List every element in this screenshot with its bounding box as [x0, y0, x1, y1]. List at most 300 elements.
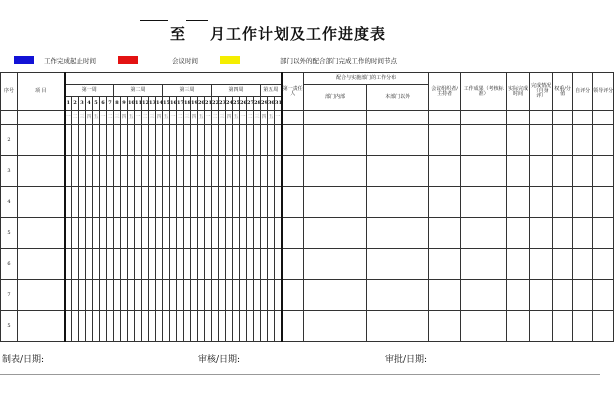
day-cell[interactable] [261, 156, 268, 187]
day-cell[interactable] [191, 311, 198, 342]
day-cell[interactable] [86, 156, 93, 187]
day-cell[interactable] [275, 187, 282, 218]
day-cell[interactable] [79, 280, 86, 311]
day-cell[interactable] [156, 311, 163, 342]
leader-score-cell[interactable] [593, 218, 614, 249]
day-cell[interactable] [163, 218, 170, 249]
day-cell[interactable] [219, 187, 226, 218]
day-cell[interactable] [156, 187, 163, 218]
day-cell[interactable] [226, 280, 233, 311]
day-cell[interactable] [135, 187, 142, 218]
day-cell[interactable] [177, 156, 184, 187]
day-cell[interactable] [100, 156, 107, 187]
day-cell[interactable] [86, 218, 93, 249]
day-cell[interactable] [240, 156, 247, 187]
day-cell[interactable] [247, 187, 254, 218]
day-cell[interactable] [170, 218, 177, 249]
task-item-cell[interactable] [18, 280, 65, 311]
day-cell[interactable] [135, 280, 142, 311]
day-cell[interactable] [240, 187, 247, 218]
dept-external-cell[interactable] [367, 249, 429, 280]
leader-score-cell[interactable] [593, 280, 614, 311]
day-cell[interactable] [65, 156, 72, 187]
day-cell[interactable] [86, 280, 93, 311]
task-item-cell[interactable] [18, 311, 65, 342]
day-cell[interactable] [212, 311, 219, 342]
dept-internal-cell[interactable] [304, 280, 367, 311]
day-cell[interactable] [72, 218, 79, 249]
day-cell[interactable] [219, 218, 226, 249]
day-cell[interactable] [163, 187, 170, 218]
day-cell[interactable] [184, 156, 191, 187]
day-cell[interactable] [107, 311, 114, 342]
dept-internal-cell[interactable] [304, 125, 367, 156]
day-cell[interactable] [184, 218, 191, 249]
actual-time-cell[interactable] [507, 280, 530, 311]
self-score-cell[interactable] [573, 125, 593, 156]
day-cell[interactable] [184, 249, 191, 280]
day-cell[interactable] [268, 249, 275, 280]
day-cell[interactable] [135, 156, 142, 187]
day-cell[interactable] [198, 280, 205, 311]
day-cell[interactable] [226, 156, 233, 187]
day-cell[interactable] [205, 280, 212, 311]
completion-cell[interactable] [530, 218, 553, 249]
first-responsible-cell[interactable] [282, 125, 304, 156]
day-cell[interactable] [100, 187, 107, 218]
dept-internal-cell[interactable] [304, 249, 367, 280]
day-cell[interactable] [114, 156, 121, 187]
day-cell[interactable] [114, 311, 121, 342]
day-cell[interactable] [247, 280, 254, 311]
task-item-cell[interactable] [18, 218, 65, 249]
dept-internal-cell[interactable] [304, 156, 367, 187]
day-cell[interactable] [275, 249, 282, 280]
weight-cell[interactable] [553, 311, 573, 342]
day-cell[interactable] [93, 156, 100, 187]
day-cell[interactable] [275, 218, 282, 249]
day-cell[interactable] [212, 156, 219, 187]
day-cell[interactable] [233, 218, 240, 249]
weight-cell[interactable] [553, 187, 573, 218]
result-cell[interactable] [461, 280, 507, 311]
dept-external-cell[interactable] [367, 311, 429, 342]
day-cell[interactable] [191, 156, 198, 187]
actual-time-cell[interactable] [507, 311, 530, 342]
day-cell[interactable] [198, 125, 205, 156]
organizer-cell[interactable] [429, 218, 461, 249]
day-cell[interactable] [86, 249, 93, 280]
result-cell[interactable] [461, 311, 507, 342]
day-cell[interactable] [191, 125, 198, 156]
day-cell[interactable] [72, 187, 79, 218]
day-cell[interactable] [100, 280, 107, 311]
day-cell[interactable] [65, 218, 72, 249]
weight-cell[interactable] [553, 280, 573, 311]
day-cell[interactable] [72, 125, 79, 156]
day-cell[interactable] [177, 280, 184, 311]
weight-cell[interactable] [553, 156, 573, 187]
organizer-cell[interactable] [429, 280, 461, 311]
day-cell[interactable] [121, 187, 128, 218]
day-cell[interactable] [212, 218, 219, 249]
result-cell[interactable] [461, 218, 507, 249]
day-cell[interactable] [254, 218, 261, 249]
day-cell[interactable] [233, 156, 240, 187]
day-cell[interactable] [135, 311, 142, 342]
day-cell[interactable] [114, 249, 121, 280]
day-cell[interactable] [205, 218, 212, 249]
task-item-cell[interactable] [18, 125, 65, 156]
title-blank-end[interactable] [186, 20, 208, 21]
day-cell[interactable] [114, 125, 121, 156]
day-cell[interactable] [191, 280, 198, 311]
day-cell[interactable] [121, 218, 128, 249]
day-cell[interactable] [142, 218, 149, 249]
title-blank-start[interactable] [140, 20, 168, 21]
task-item-cell[interactable] [18, 156, 65, 187]
day-cell[interactable] [240, 311, 247, 342]
result-cell[interactable] [461, 187, 507, 218]
first-responsible-cell[interactable] [282, 218, 304, 249]
day-cell[interactable] [247, 156, 254, 187]
day-cell[interactable] [184, 311, 191, 342]
day-cell[interactable] [261, 187, 268, 218]
day-cell[interactable] [275, 311, 282, 342]
day-cell[interactable] [149, 311, 156, 342]
day-cell[interactable] [261, 249, 268, 280]
weekday-label: 一 [65, 111, 72, 125]
day-cell[interactable] [72, 311, 79, 342]
day-cell[interactable] [261, 218, 268, 249]
day-cell[interactable] [170, 125, 177, 156]
day-cell[interactable] [93, 218, 100, 249]
day-cell[interactable] [198, 311, 205, 342]
task-item-cell[interactable] [18, 187, 65, 218]
day-cell[interactable] [93, 311, 100, 342]
day-cell[interactable] [107, 125, 114, 156]
day-cell[interactable] [79, 249, 86, 280]
day-cell[interactable] [156, 280, 163, 311]
completion-cell[interactable] [530, 249, 553, 280]
completion-cell[interactable] [530, 156, 553, 187]
day-cell[interactable] [107, 249, 114, 280]
self-score-cell[interactable] [573, 280, 593, 311]
leader-score-cell[interactable] [593, 249, 614, 280]
task-item-cell[interactable] [18, 249, 65, 280]
day-cell[interactable] [226, 249, 233, 280]
day-cell[interactable] [100, 249, 107, 280]
day-cell[interactable] [177, 311, 184, 342]
day-cell[interactable] [233, 249, 240, 280]
day-cell[interactable] [254, 187, 261, 218]
day-cell[interactable] [226, 311, 233, 342]
day-cell[interactable] [163, 280, 170, 311]
day-cell[interactable] [156, 218, 163, 249]
day-cell[interactable] [114, 280, 121, 311]
completion-cell[interactable] [530, 311, 553, 342]
day-cell[interactable] [184, 125, 191, 156]
day-cell[interactable] [240, 218, 247, 249]
day-cell[interactable] [254, 125, 261, 156]
day-cell[interactable] [72, 156, 79, 187]
day-cell[interactable] [121, 280, 128, 311]
day-cell[interactable] [65, 280, 72, 311]
day-cell[interactable] [261, 125, 268, 156]
first-responsible-cell[interactable] [282, 280, 304, 311]
first-responsible-cell[interactable] [282, 156, 304, 187]
day-cell[interactable] [212, 280, 219, 311]
weekday-label: 四 [121, 111, 128, 125]
leader-score-cell[interactable] [593, 187, 614, 218]
day-cell[interactable] [198, 187, 205, 218]
self-score-cell[interactable] [573, 311, 593, 342]
day-cell[interactable] [205, 249, 212, 280]
day-cell[interactable] [275, 280, 282, 311]
day-cell[interactable] [142, 280, 149, 311]
day-cell[interactable] [247, 249, 254, 280]
dept-external-cell[interactable] [367, 187, 429, 218]
dept-external-cell[interactable] [367, 125, 429, 156]
day-cell[interactable] [205, 311, 212, 342]
day-cell[interactable] [142, 311, 149, 342]
day-cell[interactable] [86, 125, 93, 156]
dept-external-cell[interactable] [367, 280, 429, 311]
day-cell[interactable] [149, 156, 156, 187]
day-cell[interactable] [65, 125, 72, 156]
day-cell[interactable] [184, 187, 191, 218]
day-cell[interactable] [93, 125, 100, 156]
day-cell[interactable] [79, 187, 86, 218]
day-cell[interactable] [205, 125, 212, 156]
day-cell[interactable] [233, 311, 240, 342]
day-cell[interactable] [107, 280, 114, 311]
actual-time-cell[interactable] [507, 218, 530, 249]
dept-external-cell[interactable] [367, 218, 429, 249]
actual-time-cell[interactable] [507, 125, 530, 156]
result-cell[interactable] [461, 156, 507, 187]
day-cell[interactable] [177, 218, 184, 249]
day-cell[interactable] [254, 311, 261, 342]
day-cell[interactable] [170, 280, 177, 311]
self-score-cell[interactable] [573, 218, 593, 249]
completion-cell[interactable] [530, 187, 553, 218]
day-cell[interactable] [128, 187, 135, 218]
day-cell[interactable] [79, 156, 86, 187]
day-cell[interactable] [268, 311, 275, 342]
leader-score-cell[interactable] [593, 156, 614, 187]
day-cell[interactable] [219, 249, 226, 280]
dept-internal-cell[interactable] [304, 218, 367, 249]
day-cell[interactable] [100, 218, 107, 249]
day-cell[interactable] [170, 311, 177, 342]
day-cell[interactable] [156, 249, 163, 280]
day-cell[interactable] [254, 249, 261, 280]
day-cell[interactable] [128, 125, 135, 156]
self-score-cell[interactable] [573, 156, 593, 187]
weight-cell[interactable] [553, 249, 573, 280]
dept-internal-cell[interactable] [304, 311, 367, 342]
day-cell[interactable] [191, 218, 198, 249]
day-cell[interactable] [247, 311, 254, 342]
day-cell[interactable] [65, 311, 72, 342]
day-cell[interactable] [254, 280, 261, 311]
day-cell[interactable] [268, 156, 275, 187]
day-cell[interactable] [275, 125, 282, 156]
completion-cell[interactable] [530, 125, 553, 156]
day-cell[interactable] [198, 218, 205, 249]
day-cell[interactable] [233, 280, 240, 311]
result-cell[interactable] [461, 125, 507, 156]
day-cell[interactable] [198, 156, 205, 187]
day-cell[interactable] [114, 218, 121, 249]
day-cell[interactable] [142, 125, 149, 156]
day-cell[interactable] [79, 311, 86, 342]
day-cell[interactable] [86, 187, 93, 218]
day-cell[interactable] [268, 125, 275, 156]
day-cell[interactable] [198, 249, 205, 280]
day-cell[interactable] [212, 249, 219, 280]
day-cell[interactable] [142, 187, 149, 218]
day-cell[interactable] [219, 156, 226, 187]
day-cell[interactable] [107, 218, 114, 249]
day-cell[interactable] [177, 125, 184, 156]
organizer-cell[interactable] [429, 156, 461, 187]
day-cell[interactable] [142, 156, 149, 187]
day-cell[interactable] [191, 187, 198, 218]
actual-time-cell[interactable] [507, 249, 530, 280]
weekday-label: 三 [254, 111, 261, 125]
day-cell[interactable] [240, 280, 247, 311]
day-cell[interactable] [170, 249, 177, 280]
weight-cell[interactable] [553, 125, 573, 156]
organizer-cell[interactable] [429, 311, 461, 342]
day-cell[interactable] [79, 125, 86, 156]
day-cell[interactable] [261, 280, 268, 311]
day-cell[interactable] [219, 280, 226, 311]
day-cell[interactable] [149, 125, 156, 156]
day-cell[interactable] [205, 187, 212, 218]
day-cell[interactable] [268, 280, 275, 311]
day-cell[interactable] [135, 125, 142, 156]
day-cell[interactable] [247, 218, 254, 249]
day-cell[interactable] [65, 249, 72, 280]
actual-time-cell[interactable] [507, 156, 530, 187]
day-cell[interactable] [65, 187, 72, 218]
day-cell[interactable] [128, 311, 135, 342]
day-cell[interactable] [233, 187, 240, 218]
day-cell[interactable] [156, 125, 163, 156]
day-cell[interactable] [121, 156, 128, 187]
day-cell[interactable] [149, 187, 156, 218]
weight-cell[interactable] [553, 218, 573, 249]
day-cell[interactable] [107, 187, 114, 218]
weekday-label: 四 [156, 111, 163, 125]
day-cell[interactable] [156, 156, 163, 187]
day-cell[interactable] [121, 249, 128, 280]
day-cell[interactable] [100, 125, 107, 156]
day-cell[interactable] [275, 156, 282, 187]
day-cell[interactable] [121, 311, 128, 342]
day-cell[interactable] [163, 125, 170, 156]
self-score-cell[interactable] [573, 249, 593, 280]
first-responsible-cell[interactable] [282, 187, 304, 218]
day-cell[interactable] [212, 125, 219, 156]
day-cell[interactable] [254, 156, 261, 187]
day-cell[interactable] [268, 187, 275, 218]
day-cell[interactable] [219, 125, 226, 156]
first-responsible-cell[interactable] [282, 311, 304, 342]
self-score-cell[interactable] [573, 187, 593, 218]
day-cell[interactable] [93, 280, 100, 311]
day-cell[interactable] [226, 125, 233, 156]
day-cell[interactable] [163, 311, 170, 342]
day-cell[interactable] [93, 187, 100, 218]
day-cell[interactable] [93, 249, 100, 280]
day-cell[interactable] [240, 125, 247, 156]
day-cell[interactable] [128, 218, 135, 249]
organizer-cell[interactable] [429, 125, 461, 156]
first-responsible-cell[interactable] [282, 249, 304, 280]
day-cell[interactable] [163, 249, 170, 280]
day-cell[interactable] [240, 249, 247, 280]
day-cell[interactable] [170, 156, 177, 187]
day-cell[interactable] [149, 249, 156, 280]
day-cell[interactable] [205, 156, 212, 187]
day-cell[interactable] [163, 156, 170, 187]
day-cell[interactable] [121, 125, 128, 156]
organizer-cell[interactable] [429, 187, 461, 218]
day-cell[interactable] [135, 249, 142, 280]
leader-score-cell[interactable] [593, 125, 614, 156]
day-cell[interactable] [86, 311, 93, 342]
day-cell[interactable] [114, 187, 121, 218]
day-cell[interactable] [128, 280, 135, 311]
day-cell[interactable] [233, 125, 240, 156]
day-cell[interactable] [135, 218, 142, 249]
day-cell[interactable] [226, 187, 233, 218]
day-cell[interactable] [219, 311, 226, 342]
actual-time-cell[interactable] [507, 187, 530, 218]
dept-external-cell[interactable] [367, 156, 429, 187]
day-cell[interactable] [72, 249, 79, 280]
day-cell[interactable] [212, 187, 219, 218]
day-cell[interactable] [149, 218, 156, 249]
day-cell[interactable] [72, 280, 79, 311]
day-cell[interactable] [107, 156, 114, 187]
organizer-cell[interactable] [429, 249, 461, 280]
day-cell[interactable] [177, 249, 184, 280]
day-cell[interactable] [128, 156, 135, 187]
day-cell[interactable] [184, 280, 191, 311]
day-cell[interactable] [128, 249, 135, 280]
dept-internal-cell[interactable] [304, 187, 367, 218]
day-cell[interactable] [191, 249, 198, 280]
day-cell[interactable] [100, 311, 107, 342]
leader-score-cell[interactable] [593, 311, 614, 342]
day-cell[interactable] [170, 187, 177, 218]
day-cell[interactable] [79, 218, 86, 249]
result-cell[interactable] [461, 249, 507, 280]
day-cell[interactable] [149, 280, 156, 311]
day-cell[interactable] [261, 311, 268, 342]
day-cell[interactable] [177, 187, 184, 218]
completion-cell[interactable] [530, 280, 553, 311]
day-cell[interactable] [226, 218, 233, 249]
day-cell[interactable] [268, 218, 275, 249]
day-cell[interactable] [142, 249, 149, 280]
day-cell[interactable] [247, 125, 254, 156]
